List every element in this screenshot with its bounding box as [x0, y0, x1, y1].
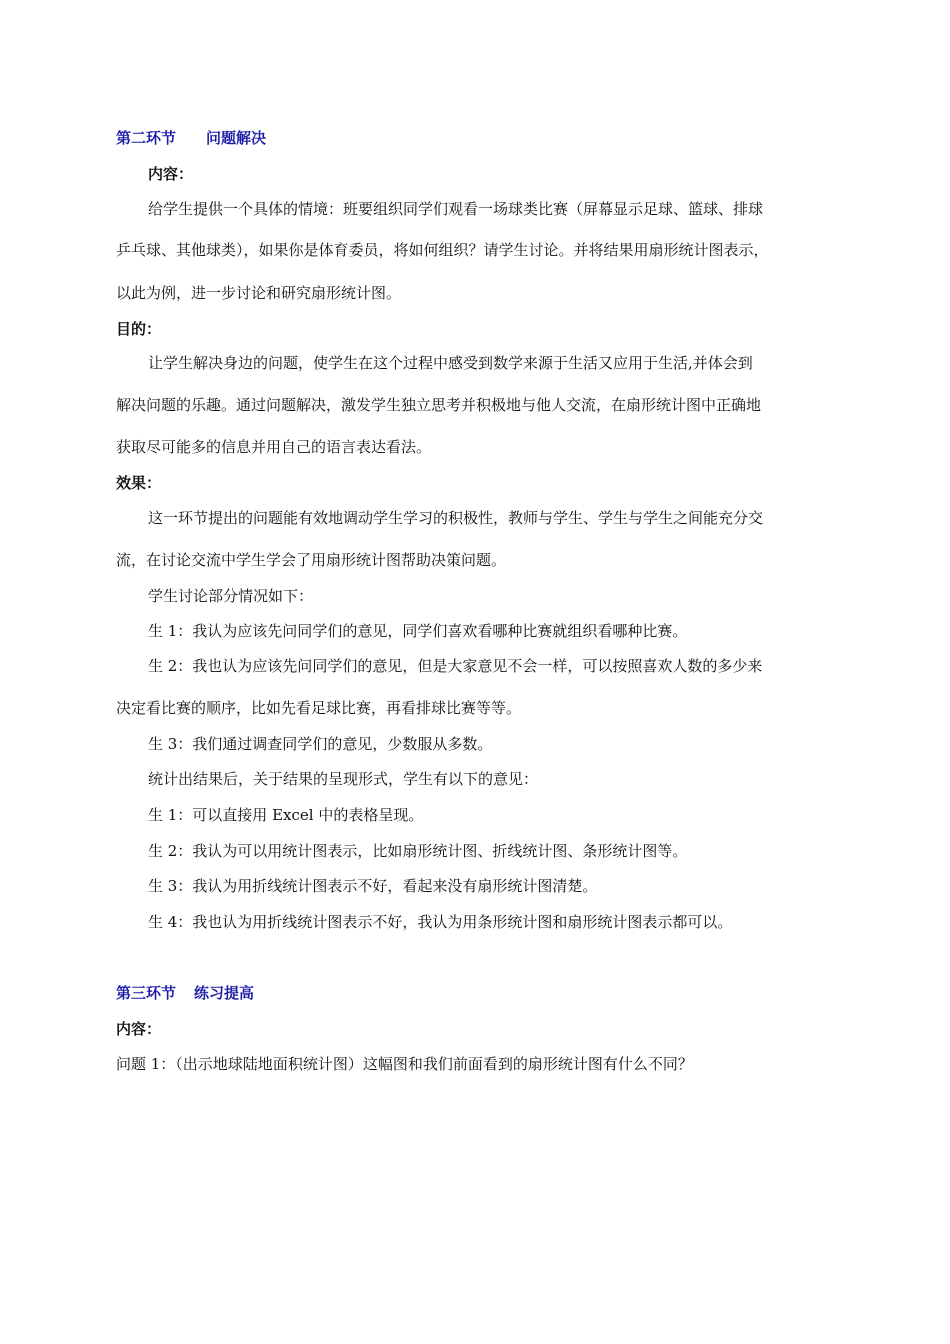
- section2-effect-line: 生 3：我认为用折线统计图表示不好，看起来没有扇形统计图清楚。: [148, 877, 598, 895]
- section2-heading: [116, 128, 266, 148]
- section3-content-label: 内容：: [116, 1020, 162, 1038]
- section3-number: 第三环节: [116, 984, 177, 1002]
- section2-content-label: 内容：: [148, 165, 194, 183]
- section2-purpose-line: 获取尽可能多的信息并用自己的语言表达看法。: [116, 438, 432, 456]
- section3-heading: [116, 983, 254, 1003]
- section2-effect-line: 统计出结果后，关于结果的呈现形式，学生有以下的意见：: [148, 770, 539, 788]
- section2-effect-line: 这一环节提出的问题能有效地调动学生学习的积极性，教师与学生、学生与学生之间能充分交: [148, 509, 764, 527]
- section2-effect-line: 生 3：我们通过调查同学们的意见，少数服从多数。: [148, 735, 493, 753]
- section2-content-line: 以此为例，进一步讨论和研究扇形统计图。: [116, 284, 402, 302]
- section2-effect-line: 流，在讨论交流中学生学会了用扇形统计图帮助决策问题。: [116, 551, 507, 569]
- section2-effect-line: 生 1：可以直接用 Excel 中的表格呈现。: [148, 806, 424, 824]
- section2-effect-line: 生 2：我认为可以用统计图表示，比如扇形统计图、折线统计图、条形统计图等。: [148, 842, 688, 860]
- section2-effect-line: 生 4：我也认为用折线统计图表示不好，我认为用条形统计图和扇形统计图表示都可以。: [148, 913, 733, 931]
- section2-effect-line: 生 1：我认为应该先问同学们的意见，同学们喜欢看哪种比赛就组织看哪种比赛。: [148, 622, 688, 640]
- section2-purpose-label: 目的：: [116, 320, 162, 338]
- section2-effect-line: 决定看比赛的顺序，比如先看足球比赛，再看排球比赛等等。: [116, 699, 522, 717]
- section2-effect-line: 生 2：我也认为应该先问同学们的意见，但是大家意见不会一样，可以按照喜欢人数的多少来: [148, 657, 763, 675]
- section2-effect-line: 学生讨论部分情况如下：: [148, 587, 314, 605]
- section2-purpose-line: 解决问题的乐趣。通过问题解决，激发学生独立思考并积极地与他人交流，在扇形统计图中正确地: [116, 396, 762, 414]
- section2-purpose-line: 让学生解决身边的问题，使学生在这个过程中感受到数学来源于生活又应用于生活,并体会到: [148, 354, 753, 372]
- section2-effect-label: 效果：: [116, 474, 162, 492]
- section2-title: 问题解决: [206, 129, 267, 147]
- section2-content-line: 乒乓球、其他球类），如果你是体育委员，将如何组织？请学生讨论。并将结果用扇形统计图表示，: [116, 241, 769, 259]
- section3-question1: 问题 1：（出示地球陆地面积统计图）这幅图和我们前面看到的扇形统计图有什么不同？: [116, 1055, 693, 1073]
- section2-content-line: 给学生提供一个具体的情境：班要组织同学们观看一场球类比赛（屏幕显示足球、篮球、排球: [148, 200, 764, 218]
- section3-title: 练习提高: [194, 984, 255, 1002]
- section2-number: 第二环节: [116, 129, 177, 147]
